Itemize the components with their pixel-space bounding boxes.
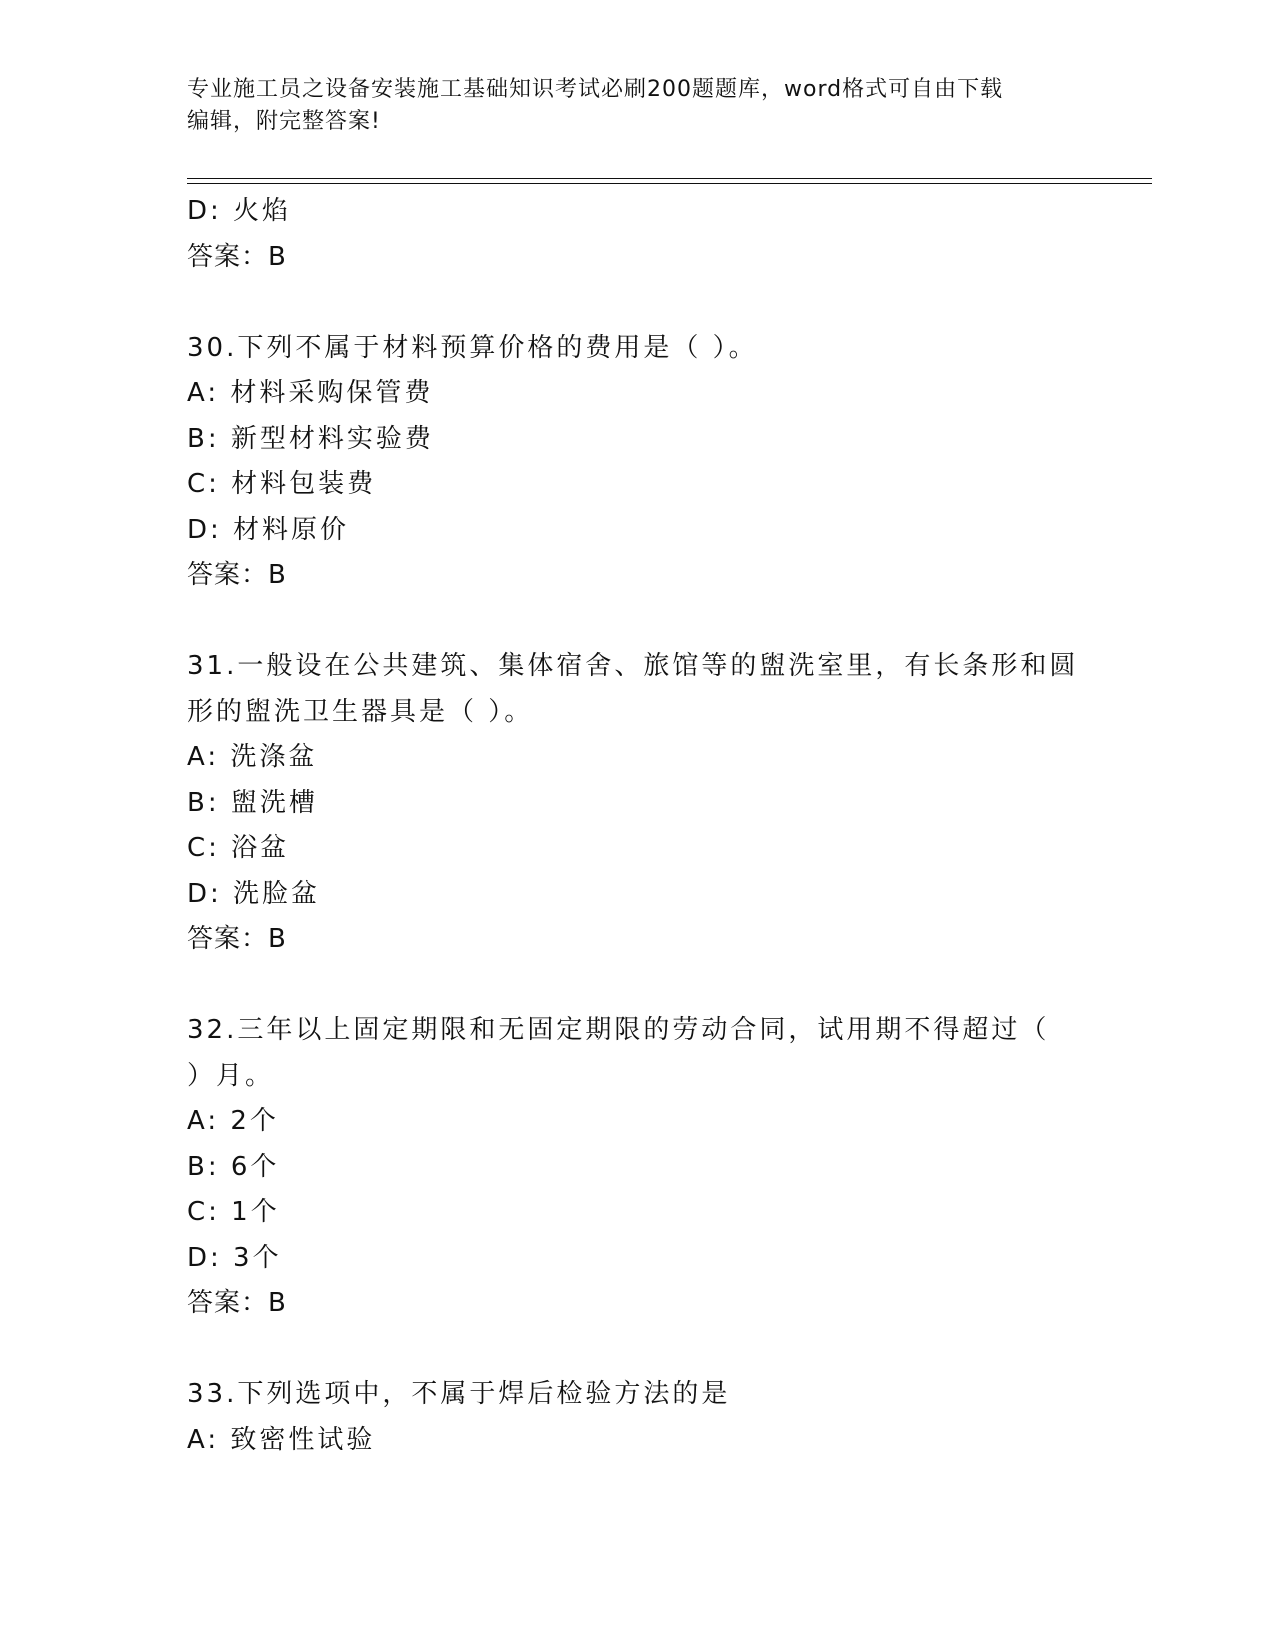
question-stem: 31.一般设在公共建筑、集体宿舍、旅馆等的盥洗室里，有长条形和圆	[187, 651, 1079, 681]
option-d: D: 3个	[187, 1242, 282, 1273]
option-d: D: 火焰	[187, 196, 292, 226]
question-stem: 33.下列选项中，不属于焊后检验方法的是	[187, 1379, 731, 1409]
option-b: B: 新型材料实验费	[187, 423, 434, 454]
option-a: A: 致密性试验	[187, 1424, 376, 1455]
header-title-line-2: 编辑，附完整答案!	[187, 109, 381, 134]
question-30	[187, 326, 1087, 599]
header-rule-bottom	[187, 183, 1152, 184]
option-a: A: 2个	[187, 1106, 279, 1136]
spacer	[187, 963, 1087, 1009]
header-rule-top	[187, 178, 1152, 179]
option-a: A: 材料采购保管费	[187, 378, 434, 408]
answer: 答案：B	[187, 924, 287, 954]
option-c: C: 材料包装费	[187, 469, 377, 499]
question-31	[187, 644, 1087, 963]
question-stem: 32.三年以上固定期限和无固定期限的劳动合同，试用期不得超过（	[187, 1015, 1050, 1045]
option-b: B: 6个	[187, 1151, 280, 1182]
question-stem-continued: 形的盥洗卫生器具是（ ）。	[187, 696, 534, 727]
header-title-line-1: 专业施工员之设备安装施工基础知识考试必刷200题题库，word格式可自由下载	[187, 77, 1004, 102]
question-stem-continued: ）月。	[187, 1060, 275, 1091]
option-a: A: 洗涤盆	[187, 742, 318, 772]
question-33	[187, 1372, 1087, 1463]
option-c: C: 1个	[187, 1197, 280, 1227]
answer: 答案：B	[187, 241, 287, 272]
option-b: B: 盥洗槽	[187, 787, 318, 818]
spacer	[187, 280, 1087, 326]
option-d: D: 洗脸盆	[187, 878, 321, 909]
option-d: D: 材料原价	[187, 514, 350, 545]
question-stem: 30.下列不属于材料预算价格的费用是（ ）。	[187, 332, 758, 363]
question-list	[187, 189, 1087, 1463]
option-c: C: 浴盆	[187, 833, 290, 863]
answer: 答案：B	[187, 1288, 287, 1318]
document-header	[187, 74, 1087, 138]
spacer	[187, 599, 1087, 645]
question-32	[187, 1008, 1087, 1327]
spacer	[187, 1327, 1087, 1373]
answer: 答案：B	[187, 560, 287, 590]
